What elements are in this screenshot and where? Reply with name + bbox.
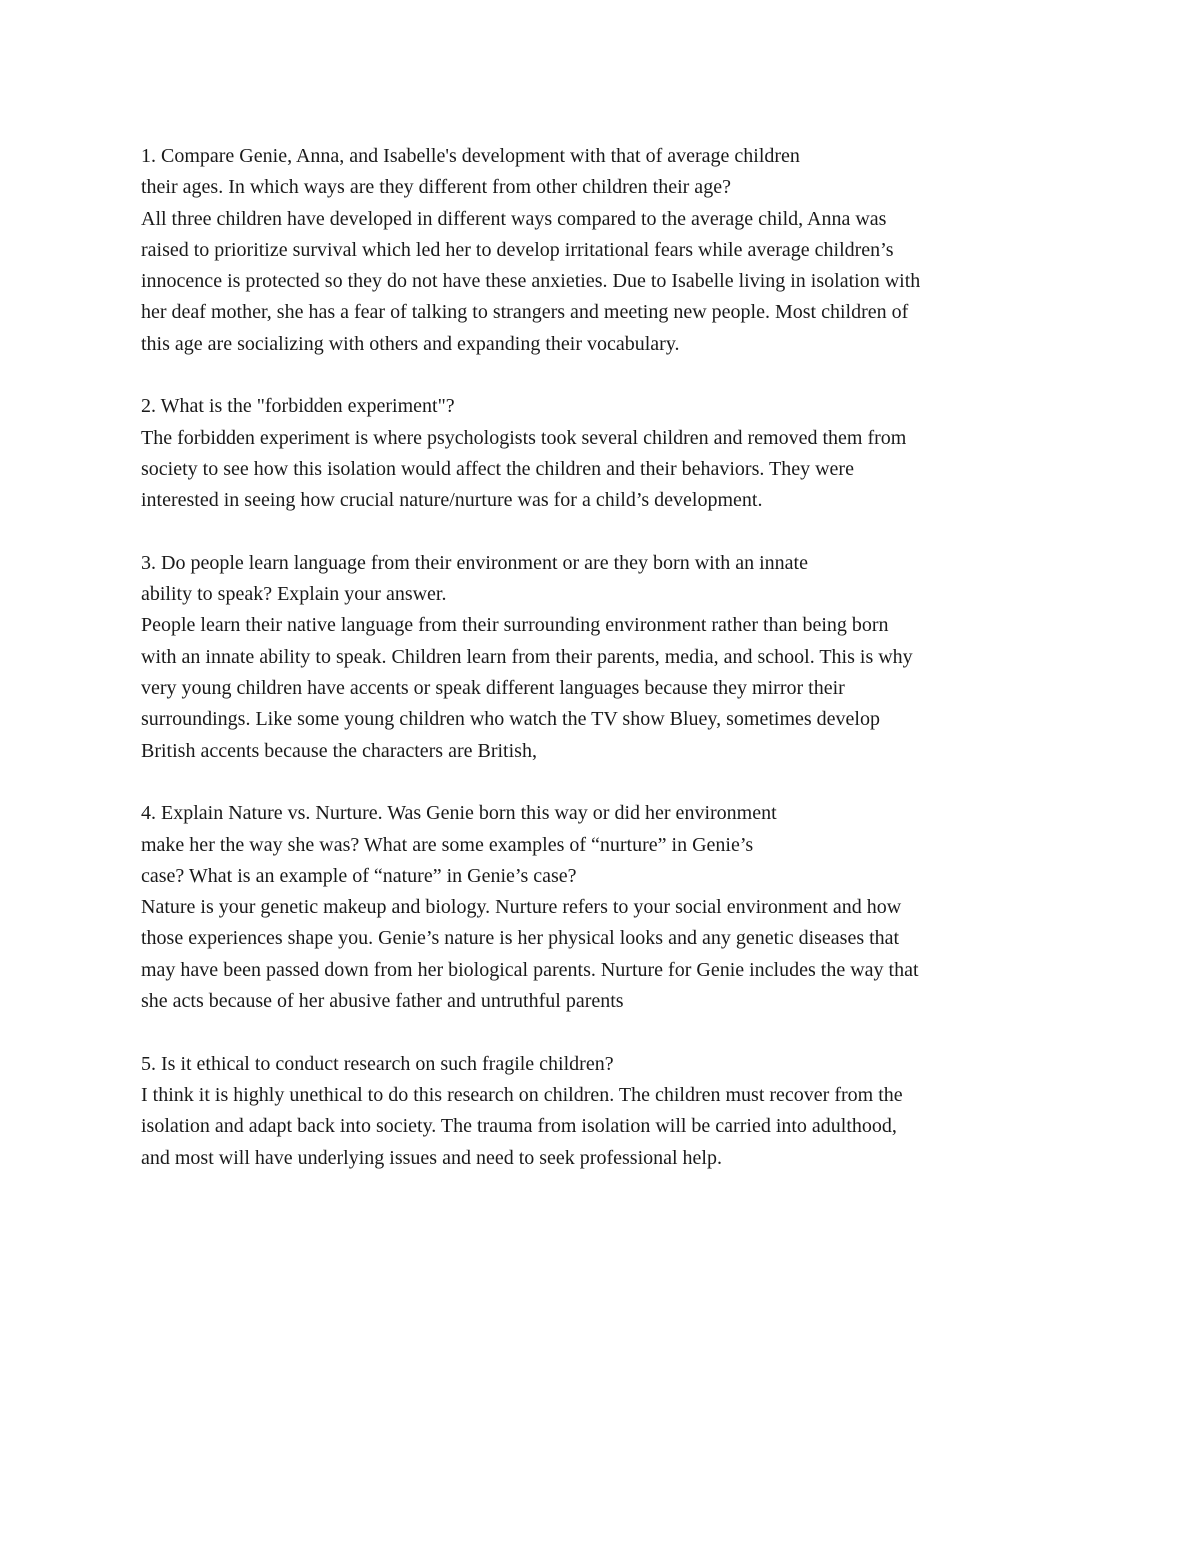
answer-line: she acts because of her abusive father and untruthful parents [141,990,624,1013]
question-line: ability to speak? Explain your answer. [141,583,447,606]
question-line: 4. Explain Nature vs. Nurture. Was Genie born this way or did her environment [141,802,777,825]
answer-line: All three children have developed in different ways compared to the average child, Anna was [141,207,887,230]
answer-line: British accents because the characters are British, [141,739,537,762]
answer-line: Nature is your genetic makeup and biology. Nurture refers to your social environment and how [141,896,902,919]
answer-line: People learn their native language from their surrounding environment rather than being born [141,614,889,637]
question-block-5 [141,1049,1080,1174]
answer-line: her deaf mother, she has a fear of talking to strangers and meeting new people. Most children of [141,301,909,324]
answer-line: isolation and adapt back into society. The trauma from isolation will be carried into adulthood, [141,1115,897,1138]
answer-line: this age are socializing with others and expanding their vocabulary. [141,332,680,355]
answer-line: very young children have accents or speak different languages because they mirror their [141,677,845,700]
question-block-1 [141,141,1080,360]
question-line: 2. What is the "forbidden experiment"? [141,395,455,418]
question-block-4 [141,798,1080,1017]
answer-line: surroundings. Like some young children who watch the TV show Bluey, sometimes develop [141,708,880,731]
answer-line: The forbidden experiment is where psychologists took several children and removed them from [141,426,907,449]
answer-line: may have been passed down from her biological parents. Nurture for Genie includes the way that [141,958,919,981]
question-line: case? What is an example of “nature” in Genie’s case? [141,864,577,887]
answer-line: those experiences shape you. Genie’s nature is her physical looks and any genetic diseases that [141,927,900,950]
answer-line: interested in seeing how crucial nature/nurture was for a child’s development. [141,489,763,512]
question-block-3 [141,548,1080,767]
question-line: make her the way she was? What are some examples of “nurture” in Genie’s [141,833,754,856]
answer-line: society to see how this isolation would affect the children and their behaviors. They were [141,457,854,480]
question-block-2 [141,391,1080,516]
answer-line: with an innate ability to speak. Children learn from their parents, media, and school. This is why [141,645,913,668]
question-line: 1. Compare Genie, Anna, and Isabelle's development with that of average children [141,145,800,167]
answer-line: raised to prioritize survival which led her to develop irritational fears while average children’s [141,238,894,261]
answer-line: and most will have underlying issues and need to seek professional help. [141,1146,722,1169]
question-line: their ages. In which ways are they different from other children their age? [141,176,731,199]
question-line: 5. Is it ethical to conduct research on such fragile children? [141,1052,614,1075]
question-line: 3. Do people learn language from their environment or are they born with an innate [141,551,808,574]
answer-line: innocence is protected so they do not have these anxieties. Due to Isabelle living in isolation with [141,270,921,293]
answer-line: I think it is highly unethical to do this research on children. The children must recover from the [141,1083,903,1106]
